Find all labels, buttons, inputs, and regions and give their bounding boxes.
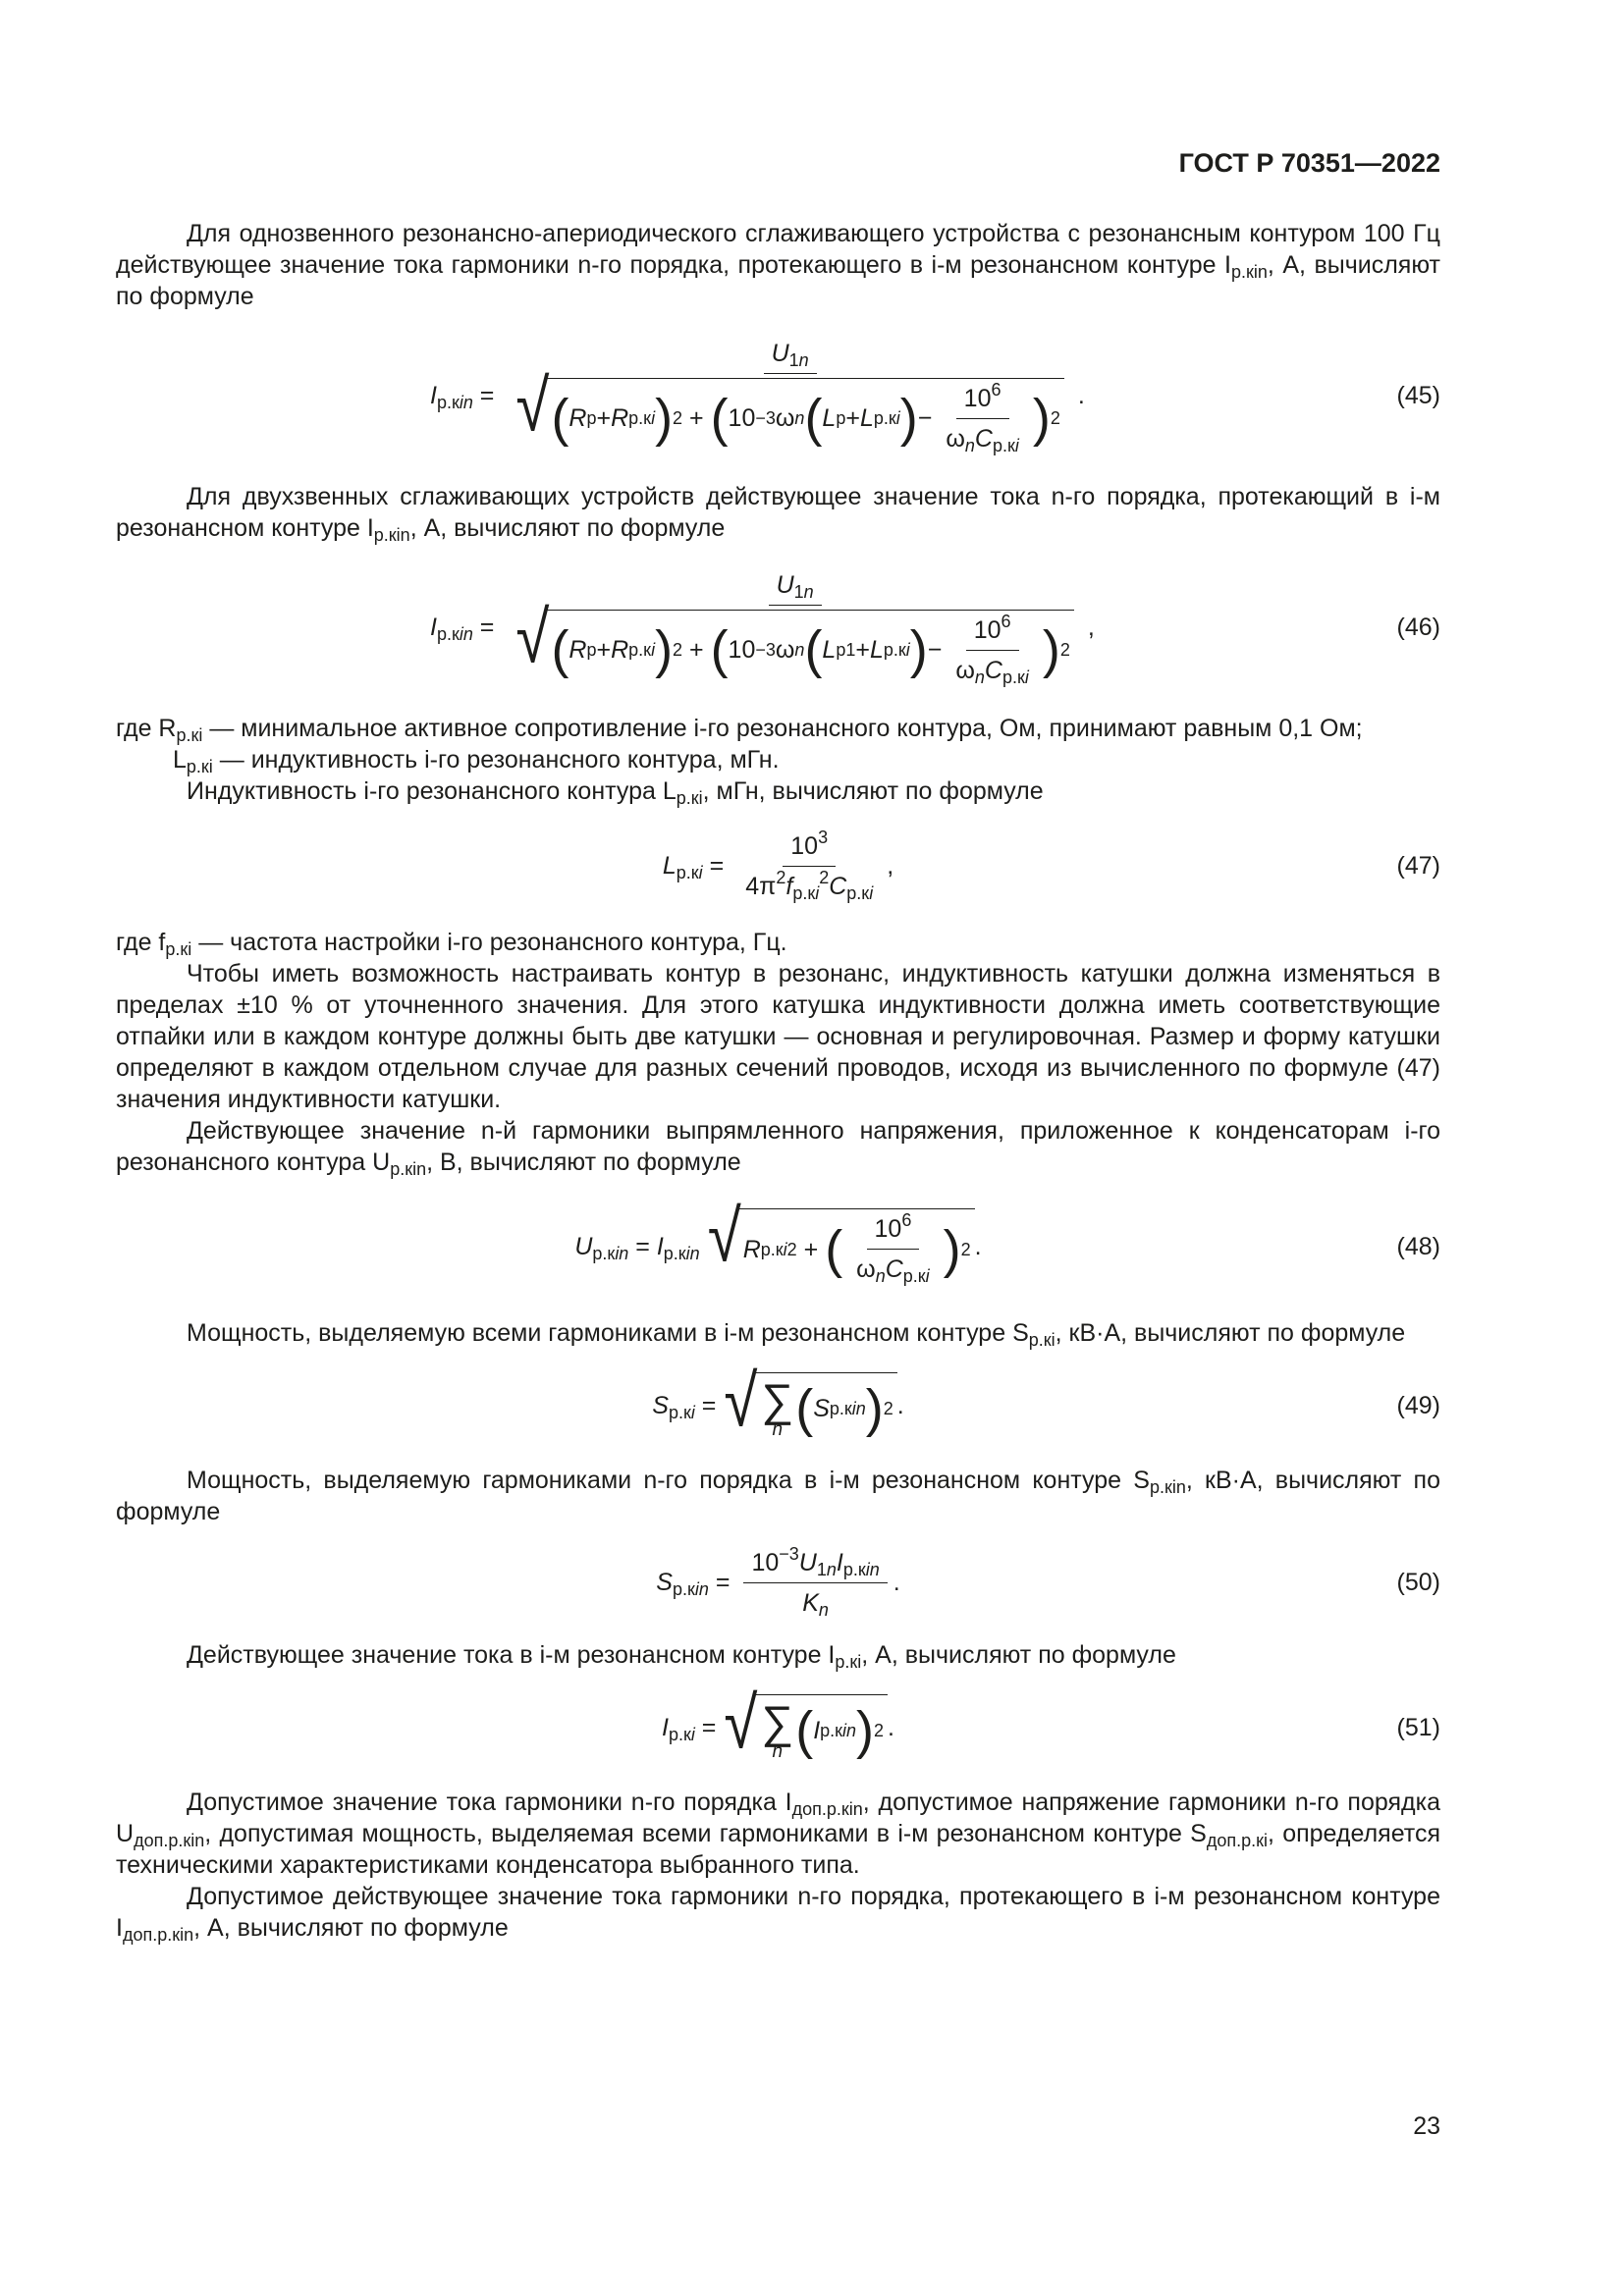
equation-number: (51) [1396,1714,1440,1741]
formula-49: $S_{р.кi}$ = √ ∑ n ( S р.кin ) 2 . (49) [652,1361,1440,1443]
formula-46: $I_{р.кin}$ = $U_{1n}$ √ ( R р + R р.кi ) 2 + ( 10 −3 ω n ( L р1 + L р.кi ) − $\frac{10^6}{\omega_nC_{р.кi}}$ ) 2 , (46) [430,570,1440,687]
paragraph-9: Допустимое значение тока гармоники n-го порядка $I_{доп.р.кin}$, допустимое напряжение гармоники n-го порядка $U_{доп.р.кin}$, допустимая мощность, выделяемая всеми гармониками в i-м резонансном контуре $S_{доп.р.кi}$, определяется техническими характеристиками конденсатора выбранного типа. [116,1789,1440,1879]
formula-48: $U_{р.кin} = I_{р.кin}$ √ R р.кi 2 + ( $\frac{10^6}{\omega_nC_{р.кi}}$ ) 2 . (48) [574,1196,1440,1286]
equation-number: (48) [1396,1233,1440,1260]
paragraph-5: Действующее значение n-й гармоники выпрямленного напряжения, приложенное к конденсаторам i-го резонансного контура $U_{р.кin}$, В, вычисляют по формуле [116,1117,1440,1179]
page-number: 23 [1413,2112,1440,2140]
where-block-1: где $R_{р.кi}$ — минимальное активное сопротивление i-го резонансного контура, Ом, принимают равным 0,1 Ом; $L_{р.кi}$ — индуктивность i-го резонансного контура, мГн. [116,715,1363,776]
formula-51: $I_{р.кi}$ = √ ∑ n ( I р.кin ) 2 . (51) [661,1682,1440,1765]
equation-number: (50) [1396,1569,1440,1596]
paragraph-8: Действующее значение тока в i-м резонансном контуре $I_{р.кi}$, А, вычисляют по формуле [187,1641,1176,1672]
paragraph-6: Мощность, выделяемую всеми гармониками в i-м резонансном контуре $S_{р.кi}$, кВ·А, вычисляют по формуле [187,1319,1406,1350]
formula-45: $I_{р.кin}$ = $U_{1n}$ √ ( R р + R р.кi ) 2 + ( 10 −3 ω n ( L р + L р.кi ) − $\frac{10^6}{\omega_nC_{р.кi}}$ ) 2 . (45) [430,339,1440,455]
paragraph-7: Мощность, выделяемую гармониками n-го порядка в i-м резонансном контуре $S_{р.кin}$, кВ·А, вычисляют по формуле [116,1467,1440,1525]
equation-number: (45) [1396,382,1440,409]
equation-number: (46) [1396,614,1440,641]
paragraph-2: Для двухзвенных сглаживающих устройств действующее значение тока n-го порядка, протекающий в i-м резонансном контуре $I_{р.кin}$, А, вычисляют по формуле [116,483,1440,545]
formula-47: $L_{р.кi}$ = $\frac{10^3}{4\pi^2f_{р.кi}^2C_{р.кi}}$ , (47) [662,827,1440,903]
document-header: ГОСТ Р 70351—2022 [1178,148,1440,178]
paragraph-3: Индуктивность i-го резонансного контура $L_{р.кi}$, мГн, вычисляют по формуле [187,777,1044,808]
equation-number: (47) [1396,852,1440,880]
paragraph-4: Чтобы иметь возможность настраивать контур в резонанс, индуктивность катушки должна изменяться в пределах ±10 % от уточненного значения. Для этого катушка индуктивности должна иметь соответствующие отпайки или в каждом контуре должны быть две катушки — основная и регулировочная. Размер и форму катушки определяют в каждом отдельном случае для разных сечений проводов, исходя из вычисленного по формуле (47) значения индуктивности катушки. [116,960,1440,1113]
formula-50: $S_{р.кin}$ = $\frac{10^{-3}U_{1n}I_{р.кin}}{K_n}$ . (50) [656,1543,1440,1620]
paragraph-1: Для однозвенного резонансно-апериодического сглаживающего устройства с резонансным контуром 100 Гц действующее значение тока гармоники n-го порядка, протекающего в i-м резонансном контуре $I_{р.кin}$, А, вычисляют по формуле [116,220,1440,310]
equation-number: (49) [1396,1392,1440,1419]
document-body [116,218,1440,1944]
paragraph-10: Допустимое действующее значение тока гармоники n-го порядка, протекающего в i-м резонансном контуре $I_{доп.р.кin}$, А, вычисляют по формуле [116,1883,1440,1945]
where-block-2: где $f_{р.кi}$ — частота настройки i-го резонансного контура, Гц. [116,929,787,959]
